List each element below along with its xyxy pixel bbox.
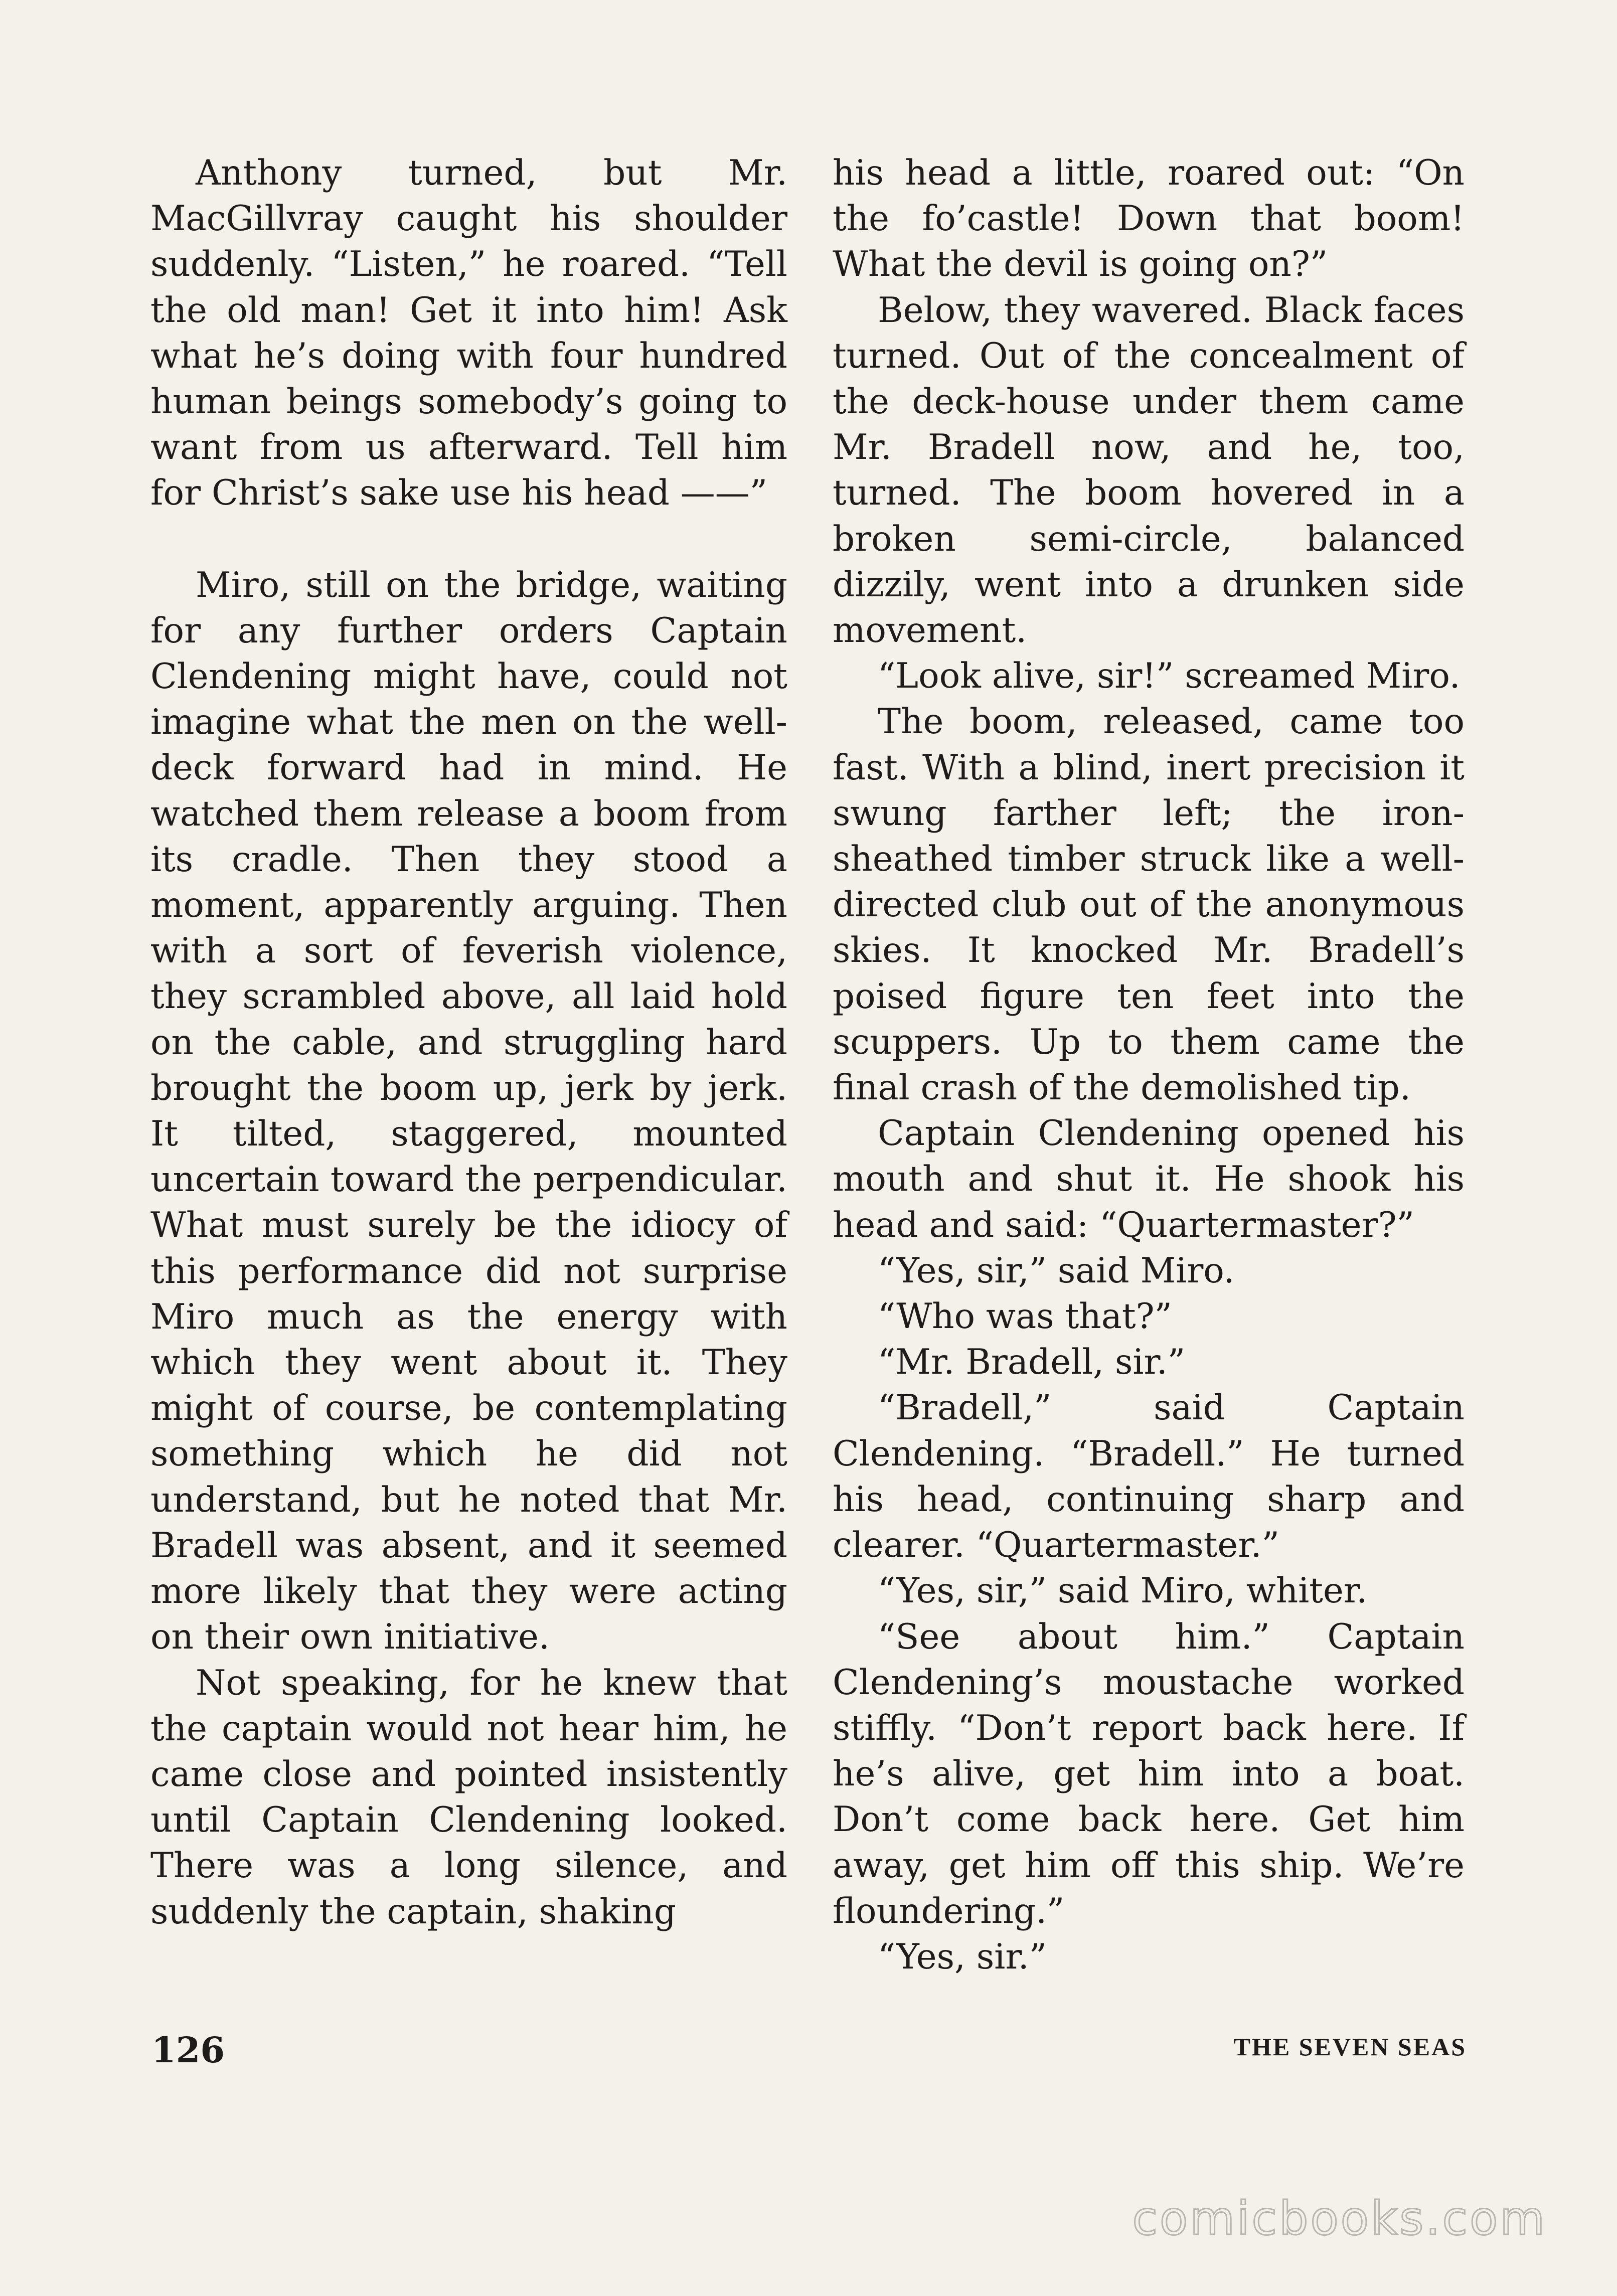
paragraph: The boom, released, came too fast. With a blind, inert precision it swung farther left; the iron-sheathed timber struck like a well-directed club out of the anonymous skies. It knocked Mr. Bradell’s poised figure ten feet into the scuppers. Up to them came the final crash of the demolished tip. [833, 702, 1465, 1108]
text-column-right [833, 150, 1465, 1980]
paragraph: “Yes, sir,” said Miro. [878, 1250, 1235, 1291]
paragraph: Not speaking, for he knew that the captain would not hear him, he came close and pointed insistently until Captain Clendening looked. There was a long silence, and suddenly the captain, shaking [150, 1663, 787, 1932]
text-column-left [150, 150, 787, 1935]
running-title: THE SEVEN SEAS [1233, 2033, 1467, 2061]
paragraph: “See about him.” Captain Clendening’s moustache worked stiffly. “Don’t report back here. If he’s alive, get him into a boat. Don’t come back here. Get him away, get him off this ship. We’re floundering.” [833, 1616, 1465, 1931]
paragraph: “Mr. Bradell, sir.” [878, 1342, 1186, 1383]
paragraph: “Who was that?” [878, 1296, 1172, 1337]
paragraph: Captain Clendening opened his mouth and shut it. He shook his head and said: “Quartermaster?” [833, 1113, 1465, 1245]
paragraph: “Yes, sir,” said Miro, whiter. [878, 1571, 1368, 1611]
paragraph: “Look alive, sir!” screamed Miro. [878, 656, 1461, 697]
paragraph: “Bradell,” said Captain Clendening. “Bradell.” He turned his head, continuing sharp and clearer. “Quartermaster.” [833, 1388, 1465, 1566]
paragraph: Miro, still on the bridge, waiting for any further orders Captain Clendening might have, could not imagine what the men on the well-deck forward had in mind. He watched them release a boom from its cradle. Then they stood a moment, apparently arguing. Then with a sort of feverish violence, they scrambled above, all laid hold on the cable, and struggling hard brought the boom up, jerk by jerk. It tilted, staggered, mounted uncertain toward the perpendicular. What must surely be the idiocy of this performance did not surprise Miro much as the energy with which they went about it. They might of course, be contemplating something which he did not understand, but he noted that Mr. Bradell was absent, and it seemed more likely that they were acting on their own initiative. [150, 565, 787, 1658]
paragraph: Anthony turned, but Mr. MacGillvray caught his shoulder suddenly. “Listen,” he roared. “Tell the old man! Get it into him! Ask what he’s doing with four hundred human beings somebody’s going to want from us afterward. Tell him for Christ’s sake use his head ——” [150, 153, 787, 514]
paragraph: “Yes, sir.” [878, 1936, 1047, 1977]
watermark: comicbooks.com [1132, 2192, 1547, 2245]
page-number: 126 [151, 2029, 225, 2071]
paragraph: his head a little, roared out: “On the fo’castle! Down that boom! What the devil is going on?” [833, 153, 1465, 285]
paragraph: Below, they wavered. Black faces turned. Out of the concealment of the deck-house under them came Mr. Bradell now, and he, too, turned. The boom hovered in a broken semi-circle, balanced dizzily, went into a drunken side movement. [833, 290, 1465, 651]
